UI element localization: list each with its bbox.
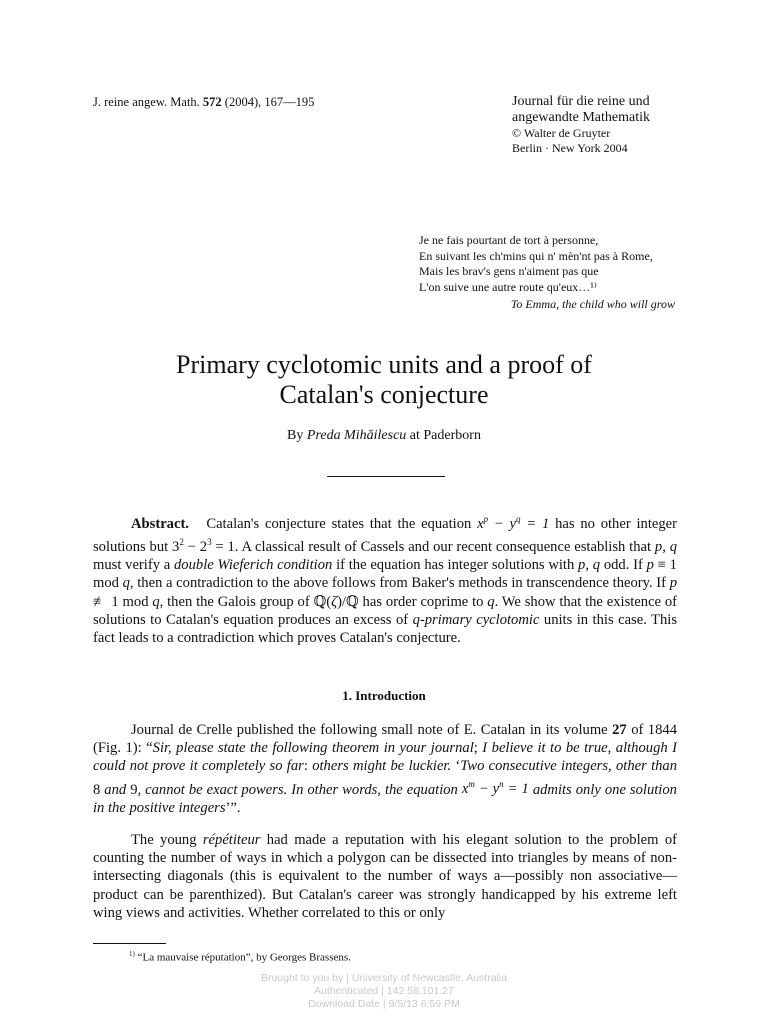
intro-paragraph-2: The young répétiteur had made a reputation with his elegant solution to the problem of counting the number of ways in which a polygon can be dissected into triangles by means of non-intersecting diagonals (this is equivalent to the number of ways a—possibly non associative—product can be parenthized). But Catalan's career was strongly handicapped by his extreme left wing views and activities. Whether correlated to this or only [93,832,677,921]
title-line1: Primary cyclotomic units and a proof of [176,350,592,379]
epigraph-line: Mais les brav's gens n'aiment pas que [419,264,599,278]
journal-abbreviation: J. reine angew. Math. [93,95,200,109]
footnote-text: “La mauvaise réputation”, by Georges Brassens. [137,951,351,964]
citation-line [93,95,314,110]
section-heading: 1. Introduction [342,688,426,703]
epigraph-line: En suivant les ch'mins qui n' mèn'nt pas à Rome, [419,248,653,263]
math-q: q [487,593,495,610]
download-watermark [0,972,768,1011]
abstract [93,510,677,647]
intro-paragraph-1: Journal de Crelle published the following small note of E. Catalan in its volume 27 of 1844 (Fig. 1): “Sir, please state the following theorem in your journal; I believe it to be true, although I could not prove it completely so far: others might be luckier. ‘Two consecutive integers, other than 8 and 9, cannot be exact powers. In other words, the equation $x^m - y^n = 1$ admits only one solution in the positive integers’”. [93,722,678,816]
byline [0,428,768,444]
equation-xm-yn: $x^m - y^n = 1$ [461,779,529,798]
math-congruence: p ≡ 1 mod q [93,557,677,592]
math-galois: ℚ(ζ)/ℚ [313,593,359,610]
paper-title [0,350,768,410]
volume-number: 572 [202,95,222,109]
byline-prefix: By [287,428,304,443]
footnote [129,950,351,964]
epigraph-poem [419,233,653,295]
watermark-line3: Download Date | 9/5/13 6:59 PM [308,998,460,1010]
copyright-line: © Walter de Gruyter [512,126,611,140]
footnote-mark: 1) [129,950,135,958]
author-name: Preda Mihăilescu [306,428,407,443]
title-line2: Catalan's conjecture [279,380,489,409]
equation-catalan: $x^p - y^q = 1$ [477,514,550,532]
watermark-line2: Authenticated | 142.58.101.27 [314,985,454,997]
journal-block [512,94,650,156]
footnote-divider [93,943,166,944]
epigraph-line: L'on suive une autre route qu'eux…¹⁾ [419,279,597,294]
journal-name-line1: Journal für die reine und [512,94,650,109]
math-pq: p, q [578,557,601,574]
place-year-line: Berlin · New York 2004 [512,141,628,155]
journal-name-line2: angewandte Mathematik [512,110,651,125]
math-noncongruence: p ≢ 1 mod q [93,575,677,610]
dedication: To Emma, the child who will grow [510,297,675,311]
math-pq: p, q [654,538,678,555]
abstract-paragraph: Abstract. Catalan's conjecture states that the equation $x^p - y^q = 1$ has no other integer solutions but $3^2 - 2^3 = 1$. A classical result of Cassels and our recent consequence establish that p, q must verify a double Wieferich condition if the equation has integer solutions with p, q odd. If p ≡ 1 mod q, then a contradiction to the above follows from Baker's methods in transcendence theory. If p ≢ 1 mod q, then the Galois group of ℚ(ζ)/ℚ has order coprime to q. We show that the existence of solutions to Catalan's equation produces an excess of q-primary cyclotomic units in this case. This fact leads to a contradiction which proves Catalan's conjecture. [93,514,678,646]
equation-32-23: $3^2 - 2^3 = 1$ [172,537,235,555]
epigraph-line: Je ne fais pourtant de tort à personne, [419,233,599,247]
byline-affiliation: at Paderborn [409,428,481,443]
abstract-label: Abstract. [131,515,189,532]
watermark-line1: Brought to you by | University of Newcastle, Australia [260,972,508,984]
year-pages: (2004), 167—195 [224,95,315,109]
title-divider [327,476,445,477]
